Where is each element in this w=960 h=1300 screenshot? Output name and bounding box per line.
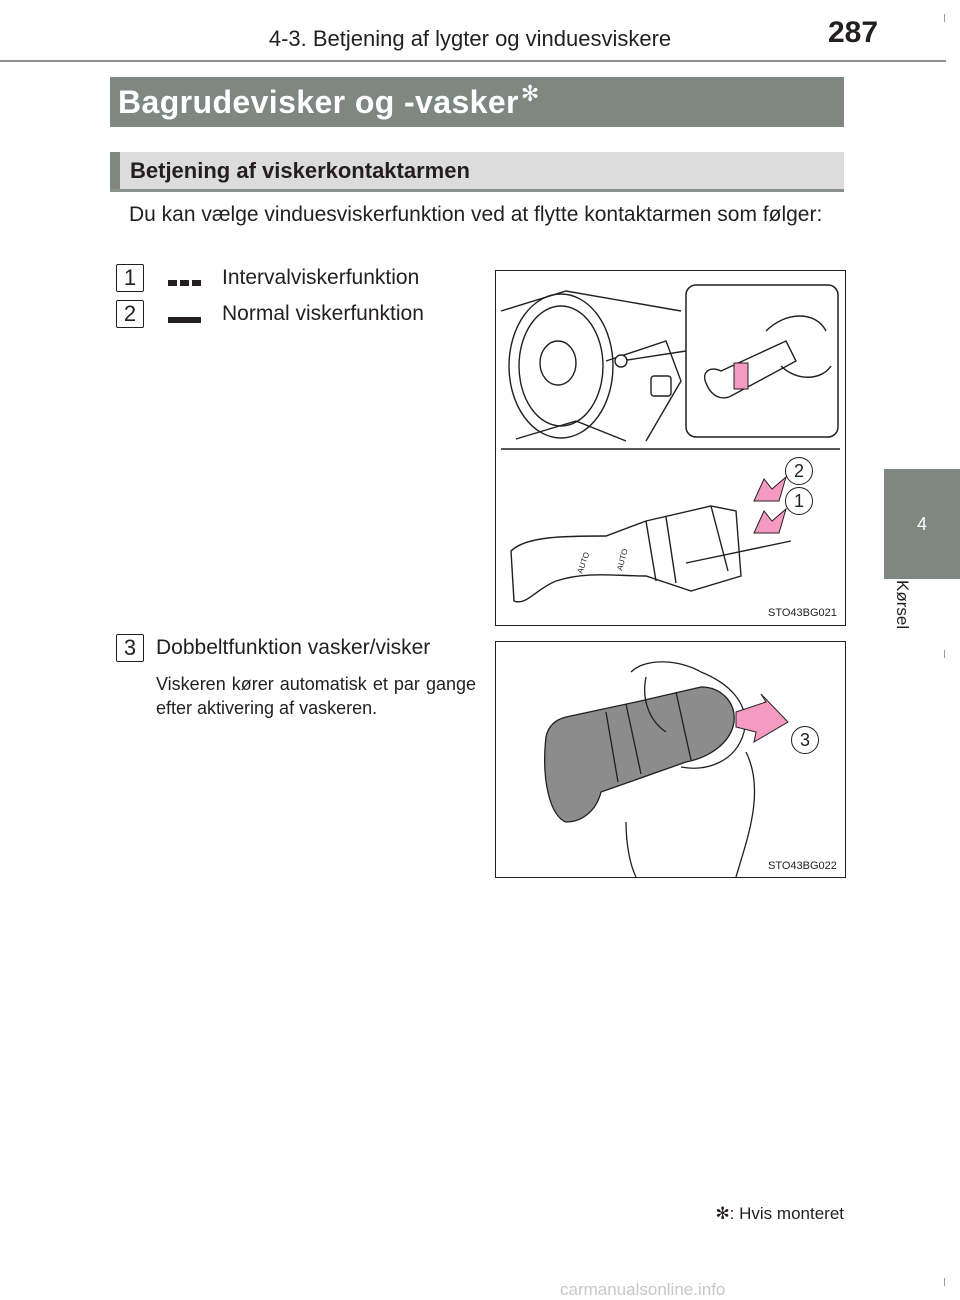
item-note: Viskeren kører automatisk et par gange efter aktivering af vaskeren.: [156, 674, 476, 718]
page-title-bar: [110, 77, 844, 127]
page-number: 287: [828, 16, 879, 49]
header-rule: [0, 60, 946, 62]
crop-mark: [944, 650, 945, 658]
figure-code: STO43BG021: [768, 607, 837, 619]
section-header: 4-3. Betjening af lygter og vinduesviskere: [268, 26, 672, 51]
crop-mark: [944, 14, 945, 22]
svg-text:AUTO: AUTO: [575, 550, 592, 575]
subheading-bar: [110, 152, 844, 192]
svg-text:AUTO: AUTO: [615, 547, 630, 572]
wiper-lever-illustration: [496, 271, 845, 625]
intro-paragraph: Du kan vælge vinduesviskerfunktion ved at flytte kontaktarmen som følger:: [129, 203, 823, 226]
item-label: Intervalviskerfunktion: [222, 266, 420, 289]
figure-double-function: [495, 641, 846, 878]
crop-mark: [944, 1278, 945, 1286]
item-number-badge: 3: [116, 634, 144, 662]
wiper-washer-illustration: [496, 642, 845, 877]
subheading-accent: [110, 152, 120, 189]
interval-symbol-icon: [168, 274, 202, 282]
page-title: Bagrudevisker og -vasker: [118, 83, 519, 120]
callout-number: 1: [785, 487, 813, 515]
item-label: Dobbeltfunktion vasker/visker: [156, 636, 431, 659]
chapter-tab: 4: [884, 469, 960, 579]
callout-number: 3: [791, 726, 819, 754]
watermark: carmanualsonline.info: [560, 1280, 726, 1299]
item-number-badge: 1: [116, 264, 144, 292]
item-number-badge: 2: [116, 300, 144, 328]
footnote: ✻: Hvis monteret: [715, 1204, 844, 1223]
figure-wiper-lever: [495, 270, 846, 626]
optional-mark: ✻: [520, 81, 540, 106]
callout-number: 2: [785, 457, 813, 485]
normal-symbol-icon: [168, 311, 202, 319]
chapter-label: Kørsel: [893, 580, 912, 630]
figure-code: STO43BG022: [768, 860, 837, 872]
item-label: Normal viskerfunktion: [222, 302, 424, 325]
subheading-text: Betjening af viskerkontaktarmen: [130, 157, 470, 183]
